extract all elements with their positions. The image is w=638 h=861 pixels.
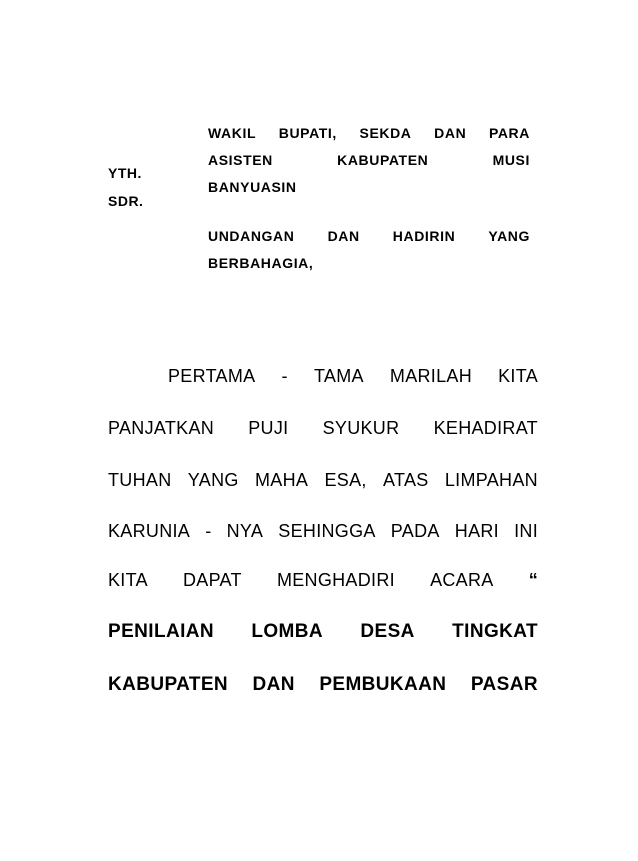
word: INI [514, 521, 538, 541]
body-line-4 [108, 519, 538, 543]
word: TUHAN [108, 470, 172, 490]
word: HARI [454, 521, 499, 541]
word: KITA [108, 570, 148, 590]
word: - [281, 366, 288, 386]
word: MAHA [254, 470, 309, 490]
word: ESA, [324, 470, 367, 490]
word: DESA [360, 621, 415, 642]
word: KEHADIRAT [433, 418, 538, 438]
word: MENGHADIRI [276, 570, 395, 590]
word: PARA [488, 125, 530, 141]
body-line-2 [108, 416, 538, 440]
word: SYUKUR [322, 418, 400, 438]
word: KITA [498, 366, 538, 386]
addressee-line-1 [208, 124, 530, 142]
word: YANG [488, 228, 530, 244]
word: YANG [187, 470, 239, 490]
body-line-5 [108, 568, 538, 592]
word: DAN [327, 228, 360, 244]
word: PASAR [470, 674, 538, 695]
addressee-line-5: BERBAHAGIA, [208, 255, 314, 271]
word: LOMBA [251, 621, 324, 642]
word: UNDANGAN [208, 228, 295, 244]
addressee-line-2 [208, 151, 530, 169]
word: KABUPATEN [108, 674, 229, 695]
word: WAKIL [208, 125, 257, 141]
word: MARILAH [389, 366, 473, 386]
word: PUJI [248, 418, 289, 438]
word: DAN [434, 125, 467, 141]
word: LIMPAHAN [444, 470, 538, 490]
salutation-sdr: SDR. [108, 193, 144, 209]
word: PENILAIAN [108, 621, 214, 642]
word: DAPAT [182, 570, 242, 590]
word: ATAS [383, 470, 429, 490]
word: TAMA [313, 366, 364, 386]
word: KARUNIA [108, 521, 191, 541]
word: ASISTEN [208, 152, 273, 168]
word: NYA [226, 521, 264, 541]
addressee-line-4 [208, 227, 530, 245]
word: PADA [390, 521, 440, 541]
word: DAN [252, 674, 295, 695]
word: PERTAMA [168, 366, 256, 386]
word: TINGKAT [452, 621, 538, 642]
word: HADIRIN [392, 228, 456, 244]
open-quote: “ [528, 570, 538, 590]
word: ACARA [430, 570, 494, 590]
word: PEMBUKAAN [319, 674, 447, 695]
salutation-yth: YTH. [108, 165, 142, 181]
word: PANJATKAN [108, 418, 215, 438]
word: BUPATI, [278, 125, 337, 141]
word: SEKDA [359, 125, 412, 141]
addressee-line-3: BANYUASIN [208, 179, 297, 195]
word: MUSI [492, 152, 530, 168]
word: SEHINGGA [278, 521, 376, 541]
body-line-7 [108, 673, 538, 697]
body-line-3 [108, 468, 538, 492]
word: - [205, 521, 212, 541]
body-line-6 [108, 620, 538, 644]
body-line-1 [168, 364, 538, 388]
word: KABUPATEN [337, 152, 429, 168]
